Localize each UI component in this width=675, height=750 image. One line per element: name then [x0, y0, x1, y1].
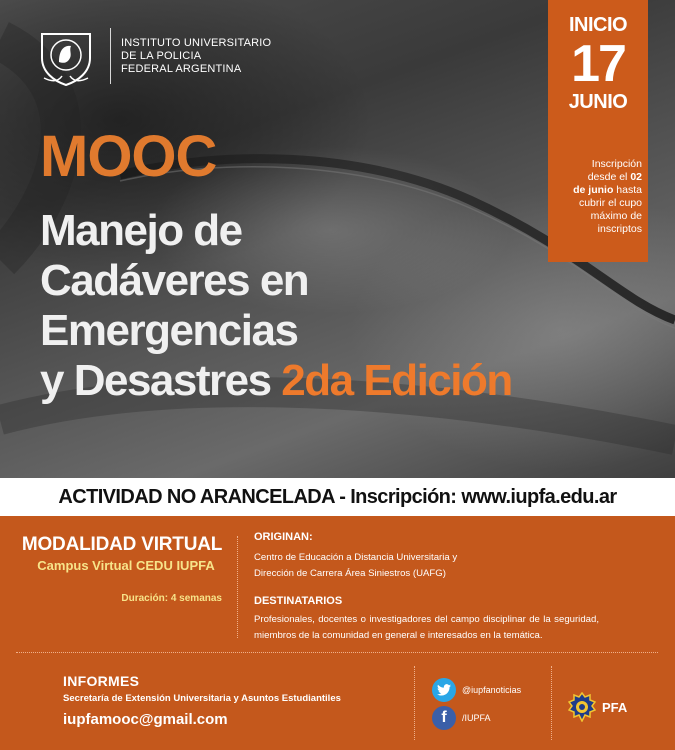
course-title: Manejo de Cadáveres en Emergencias y Desastres 2da Edición	[40, 206, 512, 405]
modality-label: MODALIDAD VIRTUAL	[21, 534, 223, 555]
start-month: JUNIO	[568, 91, 628, 113]
originan-label: ORIGINAN:	[254, 531, 313, 543]
facebook-handle: /IUPFA	[462, 713, 491, 723]
registration-bar: ACTIVIDAD NO ARANCELADA - Inscripción: www.iupfa.edu.ar	[0, 478, 675, 516]
iupfa-crest-icon	[34, 24, 98, 88]
facebook-link[interactable]	[432, 706, 491, 730]
pfa-badge-icon	[568, 692, 596, 722]
start-label: INICIO	[568, 14, 628, 36]
pfa-label: PFA	[602, 699, 628, 715]
facebook-icon: f	[432, 706, 456, 730]
twitter-icon	[432, 678, 456, 702]
informes-label: INFORMES	[63, 673, 140, 689]
originan-text: Centro de Educación a Distancia Universitaria y Dirección de Carrera Área Siniestros (UAFG)	[254, 552, 458, 579]
info-section	[0, 516, 675, 750]
footer-divider-3	[551, 666, 552, 740]
twitter-link[interactable]	[432, 678, 521, 702]
mooc-heading: MOOC	[40, 124, 217, 189]
footer-divider	[16, 652, 658, 653]
institution-name: INSTITUTO UNIVERSITARIO DE LA POLICIA FEDERAL ARGENTINA	[121, 36, 272, 75]
twitter-handle: @iupfanoticias	[462, 685, 522, 695]
duration-label: Duración: 4 semanas	[121, 593, 222, 604]
pfa-logo	[568, 692, 627, 722]
footer-divider-2	[414, 666, 415, 740]
contact-email[interactable]: iupfamooc@gmail.com	[63, 711, 228, 728]
inscription-note: Inscripción desde el 02 de junio hasta cubrir el cupo máximo de inscriptos	[573, 158, 642, 235]
destinatarios-label: DESTINATARIOS	[254, 595, 343, 607]
start-date-box	[548, 0, 648, 262]
start-day: 17	[571, 35, 625, 93]
destinatarios-text: Profesionales, docentes o investigadores del campo disciplinar de la seguridad, miembros de la comunidad en general e interesados en la temática.	[254, 614, 599, 641]
informes-department: Secretaría de Extensión Universitaria y Asuntos Estudiantiles	[63, 693, 341, 704]
edition-label: 2da Edición	[281, 356, 512, 405]
logo-divider	[110, 28, 111, 84]
campus-label: Campus Virtual CEDU IUPFA	[37, 558, 215, 573]
institution-logo-block	[34, 24, 271, 88]
info-divider	[237, 536, 238, 638]
